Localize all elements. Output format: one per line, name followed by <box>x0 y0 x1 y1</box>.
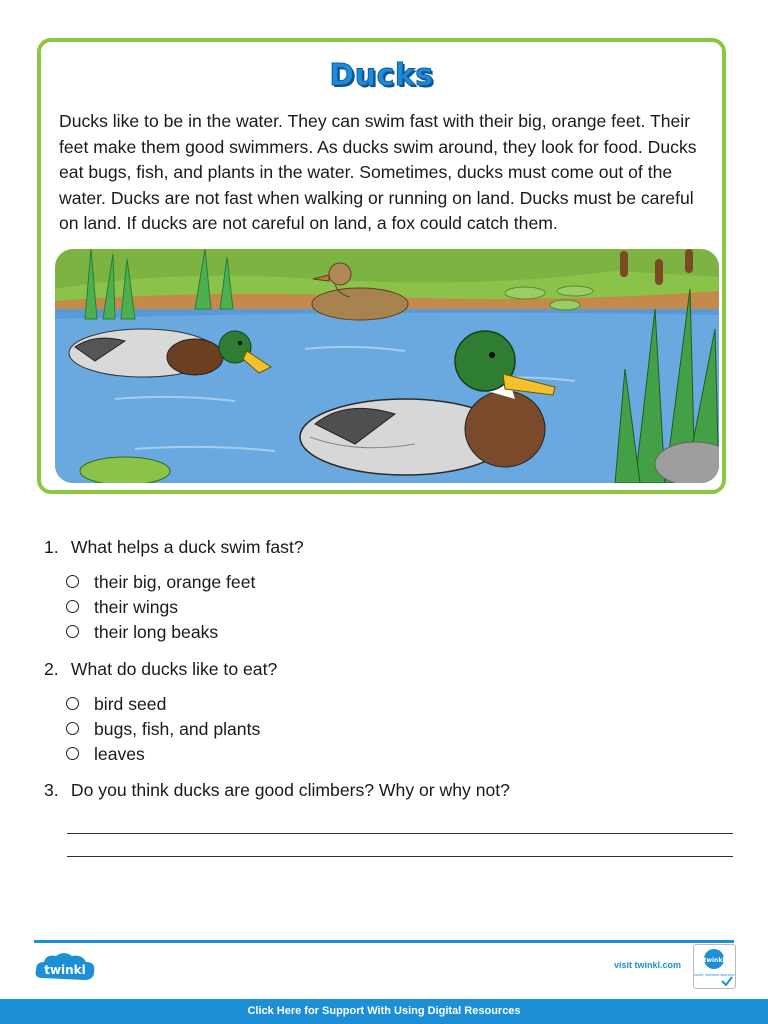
duck-pond-illustration <box>55 249 719 483</box>
question-number: 1. <box>44 537 59 557</box>
question-text: What helps a duck swim fast? <box>70 537 304 557</box>
option-label: their wings <box>94 597 179 617</box>
question-3 <box>44 780 510 801</box>
passage-line: on land. If ducks are not careful on land, a fox could catch them. <box>59 213 558 233</box>
badge-text: Quality Standard Approved <box>694 973 735 977</box>
logo-text: twinkl <box>44 963 86 977</box>
footer-divider <box>34 940 734 943</box>
radio-button-icon[interactable] <box>66 697 79 710</box>
checkmark-icon <box>722 977 732 985</box>
passage-line: water. Ducks are not fast when walking or running on land. Ducks must be careful <box>59 187 694 208</box>
page-title: Ducks <box>329 58 434 93</box>
answer-line[interactable] <box>67 856 733 857</box>
passage-line: eat bugs, fish, and plants in the water. Sometimes, ducks must come out of the <box>59 162 673 182</box>
badge-brand: twinkl <box>703 957 725 964</box>
radio-button-icon[interactable] <box>66 722 79 735</box>
question-2 <box>44 659 277 680</box>
option-label: bugs, fish, and plants <box>94 719 261 739</box>
radio-button-icon[interactable] <box>66 600 79 613</box>
option-label: their long beaks <box>94 622 219 642</box>
radio-button-icon[interactable] <box>66 575 79 588</box>
question-text: Do you think ducks are good climbers? Why or why not? <box>70 780 510 800</box>
support-link-bar[interactable]: Click Here for Support With Using Digital Resources <box>0 999 768 1024</box>
answer-option[interactable] <box>66 572 255 593</box>
passage-text <box>59 109 708 237</box>
twinkl-logo <box>34 950 96 986</box>
visit-link[interactable]: visit twinkl.com <box>614 960 682 970</box>
question-number: 3. <box>44 780 59 800</box>
question-text: What do ducks like to eat? <box>70 659 278 679</box>
answer-option[interactable] <box>66 694 166 715</box>
answer-option[interactable] <box>66 597 178 618</box>
answer-option[interactable] <box>66 719 260 740</box>
question-number: 2. <box>44 659 59 679</box>
answer-line[interactable] <box>67 833 733 834</box>
option-label: leaves <box>94 744 145 764</box>
radio-button-icon[interactable] <box>66 625 79 638</box>
question-1 <box>44 537 304 558</box>
answer-option[interactable] <box>66 744 145 765</box>
passage-line: feet make them good swimmers. As ducks swim around, they look for food. Ducks <box>59 136 697 157</box>
passage-line: Ducks like to be in the water. They can swim fast with their big, orange feet. Their <box>59 111 691 131</box>
option-label: bird seed <box>94 694 167 714</box>
radio-button-icon[interactable] <box>66 747 79 760</box>
answer-option[interactable] <box>66 622 218 643</box>
reading-passage-panel <box>37 38 726 494</box>
option-label: their big, orange feet <box>94 572 256 592</box>
quality-badge <box>693 944 736 989</box>
